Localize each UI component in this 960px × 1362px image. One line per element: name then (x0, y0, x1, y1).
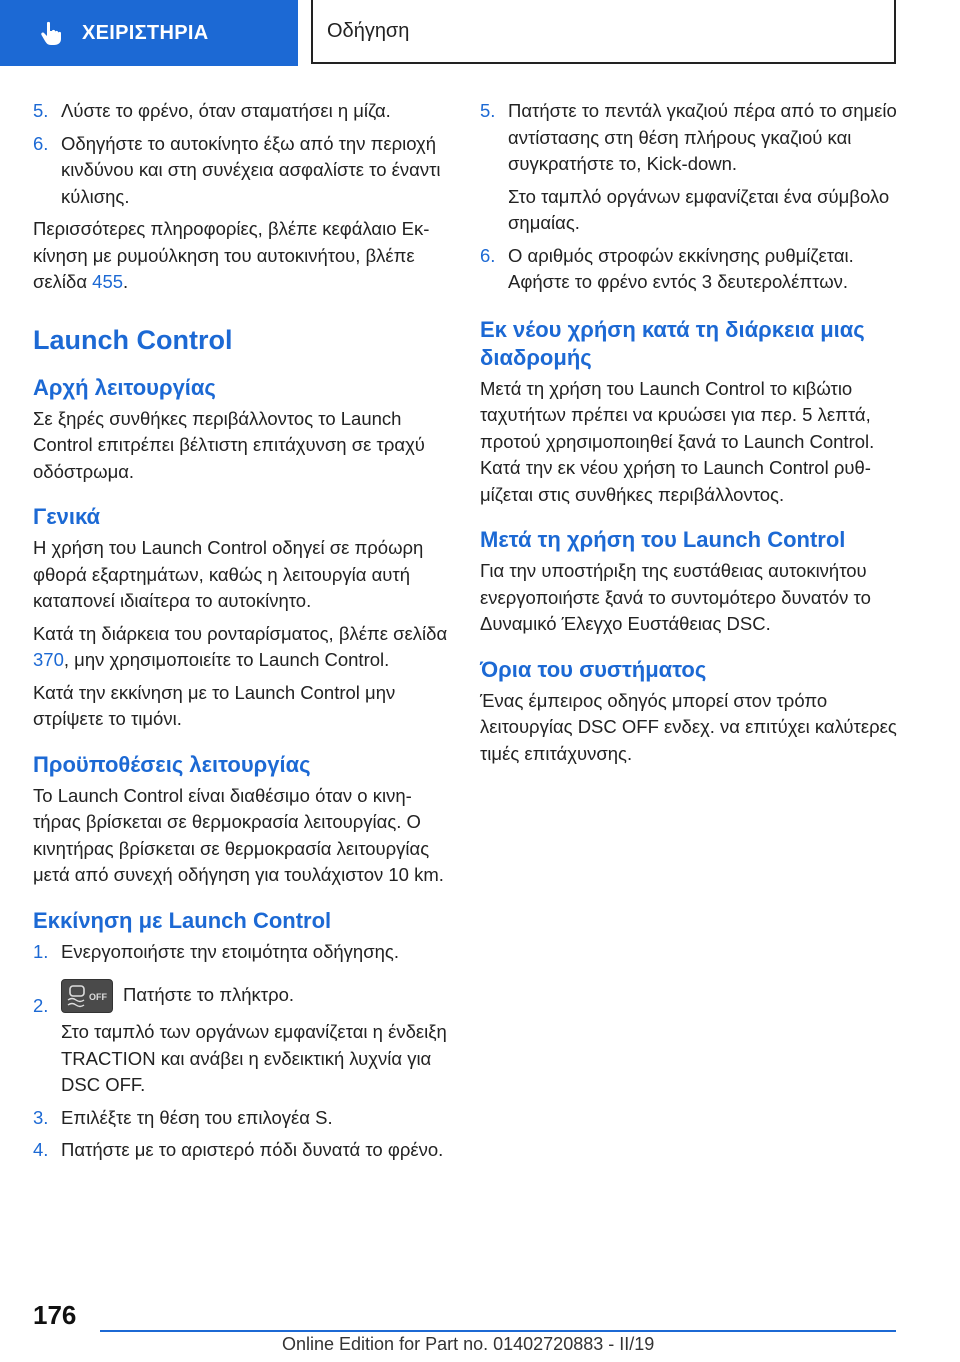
list-item (480, 243, 900, 296)
step-6-detail: Αφήστε το φρένο εντός 3 δευτερολέπτων. (508, 271, 849, 292)
list-item (480, 98, 900, 237)
after-use-heading: Μετά τη χρήση του Launch Control (480, 527, 846, 552)
limits-text: Ένας έμπειρος οδηγός μπορεί στον τρόπο λειτουργίας DSC OFF ενδεχ. να επιτύχει καλύτερες τιμές επιτάχυνσης. (480, 689, 897, 764)
list-item (33, 131, 451, 211)
principle-heading: Αρχή λειτουργίας (33, 374, 216, 400)
page-link-370[interactable]: 370 (33, 649, 64, 670)
step-text (61, 979, 451, 1013)
step-2-detail: Στο ταμπλό των οργάνων εμφανίζεται η ένδειξη TRACTION και ανάβει η ενδεικτική λυχνία για DSC OFF. (61, 1021, 447, 1095)
hand-pointer-icon (38, 20, 64, 46)
step-number: 5. (33, 100, 49, 121)
step-2-text: Πατήστε το πλήκτρο. (123, 983, 295, 1005)
step-number: 4. (33, 1139, 49, 1160)
page-header (0, 0, 960, 66)
step-text: Ενεργοποιήστε την ετοιμότητα οδήγησης. (61, 940, 399, 962)
more-info-paragraph (33, 216, 451, 296)
step-text: Οδηγήστε το αυτοκίνητο έξω από την περιοχή κινδύνου και στη συνέχεια ασφαλίστε το έναντι κύλισης. (61, 132, 441, 207)
page-link-455[interactable]: 455 (92, 271, 124, 292)
chapter-tab[interactable] (0, 0, 298, 66)
edition-text: Online Edition for Part no. 01402720883 - II/19 (282, 1334, 655, 1354)
right-column (480, 98, 900, 773)
step-number: 6. (480, 244, 496, 266)
page-number: 176 (33, 1300, 77, 1330)
more-info-suffix: . (123, 271, 129, 292)
step-5-detail: Στο ταμπλό οργάνων εμφανίζεται ένα σύμβολο σημαίας. (508, 185, 890, 233)
step-text: Λύστε το φρένο, όταν σταματήσει η μίζα. (61, 100, 391, 121)
step-number: 1. (33, 940, 49, 962)
step-6-text: Ο αριθμός στροφών εκκίνησης ρυθμίζεται. (508, 244, 854, 266)
list-item (33, 98, 451, 125)
step-text: Πατήστε με το αριστερό πόδι δυνατά το φρένο. (61, 1139, 444, 1160)
step-number: 3. (33, 1106, 49, 1128)
prereq-text: Το Launch Control είναι διαθέσιμο όταν ο κινητήρας βρίσκεται σε θερμοκρασία λειτουργίας. Ο κινητήρας βρίσκεται σε θερμοκρασία λειτουργίας μετά από συνεχή οδήγηση για τουλάχιστον 10 km. (33, 784, 444, 885)
general-text-2 (33, 621, 451, 674)
dsc-off-button-icon (61, 979, 113, 1013)
step-text: Επιλέξτε τη θέση του επιλογέα S. (61, 1106, 333, 1128)
principle-text: Σε ξηρές συνθήκες περιβάλλοντος το Launch Control επιτρέπει βέλτιστη επιτάχυνση σε τραχύ οδόστρωμα. (33, 407, 425, 482)
prereq-heading: Προϋποθέσεις λειτουργίας (33, 751, 311, 777)
after-use-text: Για την υποστήριξη της ευστάθειας αυτοκινήτου ενεργοποιήστε ξανά το συντομότερο δυνατόν το Δυναμικό Έλεγχο Ευστάθειας DSC. (480, 560, 871, 634)
list-item (33, 979, 451, 1099)
limits-heading: Όρια του συστήματος (480, 656, 707, 682)
section-tab-label: Οδήγηση (327, 19, 410, 42)
general-text-1: Η χρήση του Launch Control οδηγεί σε πρόωρη φθορά εξαρτημάτων, καθώς η λειτουργία αυτή καταπονεί ιδιαίτερα το αυτοκίνητο. (33, 537, 424, 611)
section-title: Launch Control (33, 324, 233, 355)
chapter-tab-label: ΧΕΙΡΙΣΤΗΡΙΑ (82, 21, 209, 44)
section-tab[interactable] (311, 0, 896, 64)
step-number: 5. (480, 100, 496, 121)
list-item (33, 939, 451, 966)
step-number: 6. (33, 132, 49, 154)
start-heading: Εκκίνηση με Launch Control (33, 907, 332, 933)
svg-text:OFF: OFF (89, 992, 107, 1002)
general-heading: Γενικά (33, 504, 101, 529)
list-item (33, 1105, 451, 1132)
left-column (33, 98, 451, 1170)
reuse-text: Μετά τη χρήση του Launch Control το κιβώτιο ταχυτήτων πρέπει να κρυώσει για περ. 5 λεπτά, προτού χρησιμοποιηθεί ξανά το Launch Control. Κατά την εκ νέου χρήση το Launch Control ρυθμίζεται στις συνθήκες περιβάλλοντος. (480, 377, 875, 505)
general-text-2-suffix: , μην χρησιμοποιείτε το Launch Control. (63, 649, 390, 670)
step-number: 2. (33, 995, 49, 1016)
list-item (33, 1137, 451, 1164)
general-text-2-prefix: Κατά τη διάρκεια του ρονταρίσματος, βλέπε σελίδα (33, 622, 448, 644)
reuse-heading: Εκ νέου χρήση κατά τη διάρκεια μιας διαδρομής (480, 316, 865, 370)
more-info-text: Περισσότερες πληροφορίες, βλέπε κεφάλαιο Εκκίνηση με ρυμούλκηση του αυτοκινήτου, βλέπε σελίδα (33, 218, 430, 292)
step-5-text: Πατήστε το πεντάλ γκαζιού πέρα από το σημείο αντίστασης στη θέση πλήρους γκαζιού και συγκρατήστε το, Kick-down. (508, 100, 897, 174)
general-text-3: Κατά την εκκίνηση με το Launch Control μην στρίψετε το τιμόνι. (33, 681, 396, 729)
footer-divider (100, 1330, 896, 1332)
